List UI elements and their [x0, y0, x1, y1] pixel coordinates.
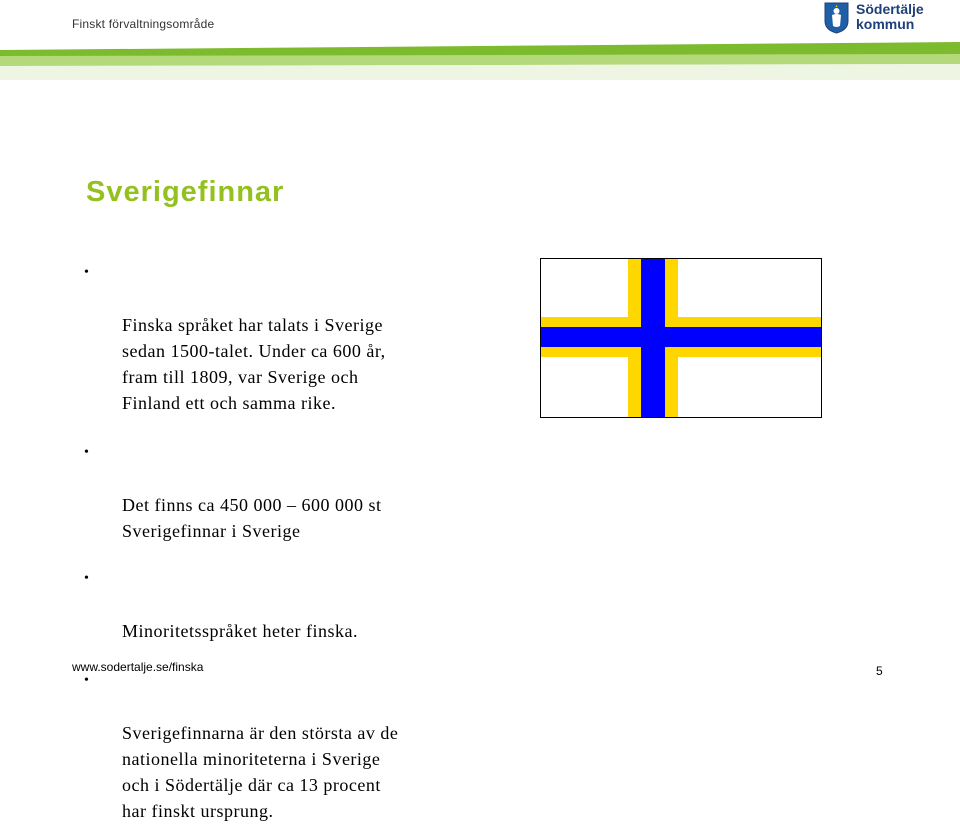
section-label: Finskt förvaltningsområde — [72, 17, 215, 31]
page-number: 5 — [876, 664, 883, 678]
sodertalje-kommun-logo — [824, 2, 934, 36]
coat-of-arms-icon — [824, 2, 849, 34]
bullet-symbol: • — [84, 571, 90, 586]
bullet-item — [84, 566, 504, 644]
logo-text: Södertälje kommun — [856, 1, 924, 32]
bullet-item — [84, 440, 504, 544]
header-band-dark — [0, 42, 960, 56]
bullet-symbol: • — [84, 445, 90, 460]
bullet-symbol: • — [84, 673, 90, 688]
bullet-item — [84, 260, 504, 416]
slide-title: Sverigefinnar — [86, 176, 285, 208]
header-band-fade — [0, 64, 960, 80]
flag-cross-blue-horizontal — [541, 327, 821, 347]
bullet-item — [84, 668, 504, 824]
sverigefinsk-flag — [540, 258, 822, 418]
bullet-text: Finska språket har talats i Sverige sedan 1500-talet. Under ca 600 år, fram till 1809, var Sverige och Finland ett och samma rike. — [122, 315, 386, 413]
bullet-symbol: • — [84, 265, 90, 280]
bullet-text: Sverigefinnarna är den största av de nationella minoriteterna i Sverige och i Södertälje där ca 13 procent har finskt ursprung. — [122, 723, 399, 821]
header-bar — [0, 40, 960, 80]
bullet-list — [84, 260, 504, 824]
bullet-text: Minoritetsspråket heter finska. — [122, 621, 358, 641]
bullet-text: Det finns ca 450 000 – 600 000 st Sverigefinnar i Sverige — [122, 495, 382, 541]
footer-url[interactable]: www.sodertalje.se/finska — [72, 660, 204, 674]
